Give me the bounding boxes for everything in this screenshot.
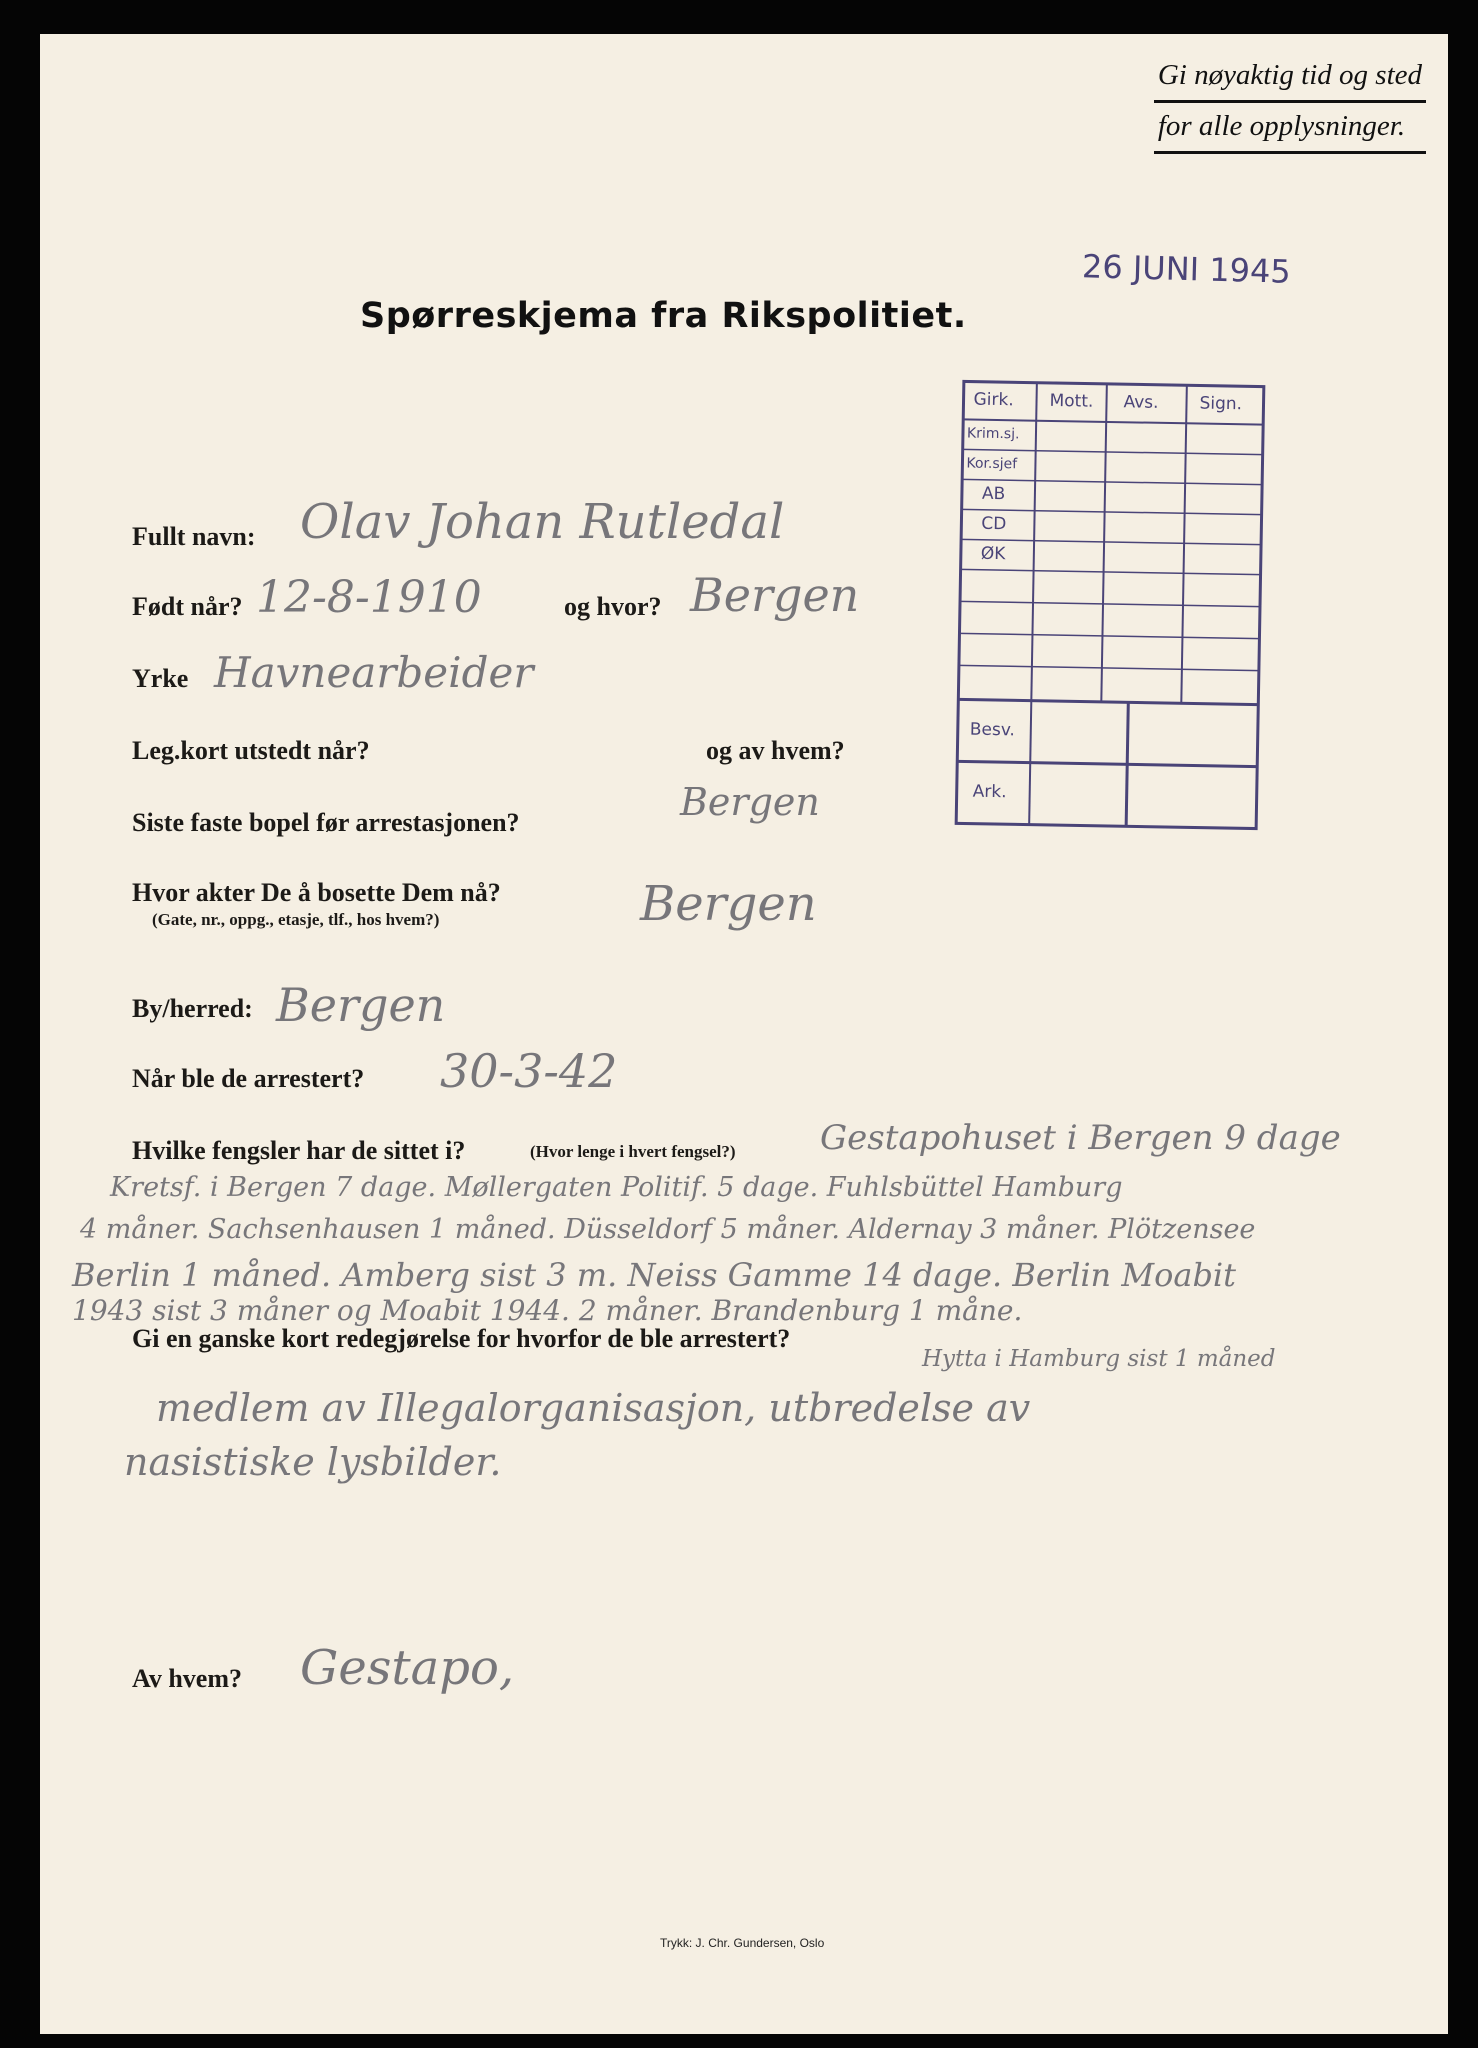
value-reason-line-1: medlem av Illegalorganisasjon, utbredelse av <box>156 1386 1031 1430</box>
label-prisons: Hvilke fengsler har de sittet i? <box>132 1136 466 1165</box>
stamp-row-ok: ØK <box>980 543 1006 565</box>
label-residence: Siste faste bopel før arrestasjonen? <box>132 808 520 837</box>
label-legcard-by: og av hvem? <box>706 736 845 765</box>
stamp-header-sign: Sign. <box>1199 393 1243 415</box>
value-where: Bergen <box>690 568 860 622</box>
stamp-header-mott: Mott. <box>1049 390 1094 412</box>
stamp-row-cd: CD <box>981 513 1007 535</box>
stamp-header-avs: Avs. <box>1123 392 1159 413</box>
stamp-row-besv: Besv. <box>969 719 1016 741</box>
label-occupation: Yrke <box>132 664 189 693</box>
value-town: Bergen <box>276 978 446 1032</box>
printer-imprint: Trykk: J. Chr. Gundersen, Oslo <box>660 1936 825 1950</box>
value-full-name: Olav Johan Rutledal <box>300 494 785 550</box>
label-born: Født når? <box>132 592 243 621</box>
label-where: og hvor? <box>564 592 662 621</box>
stamp-row-ab: AB <box>981 483 1006 505</box>
label-legcard: Leg.kort utstedt når? <box>132 736 370 765</box>
value-occupation: Havnearbeider <box>214 648 534 697</box>
value-prisons-line-4: Berlin 1 måned. Amberg sist 3 m. Neiss Gamme 14 dage. Berlin Moabit <box>72 1256 1237 1294</box>
instruction-box <box>1154 52 1426 154</box>
label-town: By/herred: <box>132 994 253 1023</box>
routing-stamp-grid <box>954 379 1266 830</box>
routing-stamp <box>954 379 1266 830</box>
label-settle: Hvor akter De å bosette Dem nå? <box>132 878 501 907</box>
value-prisons-line-5: 1943 sist 3 måner og Moabit 1944. 2 måner. Brandenburg 1 måne. <box>72 1294 1023 1327</box>
stamp-header-girk: Girk. <box>973 389 1014 411</box>
value-residence: Bergen <box>680 780 820 824</box>
instruction-line-2: for alle opplysninger. <box>1154 103 1426 154</box>
label-reason: Gi en ganske kort redegjørelse for hvorfor de ble arrestert? <box>132 1324 791 1353</box>
label-settle-sub: (Gate, nr., oppg., etasje, tlf., hos hvem?) <box>152 910 440 929</box>
value-prisons-line-3: 4 måner. Sachsenhausen 1 måned. Düsseldorf 5 måner. Aldernay 3 måner. Plötzensee <box>80 1214 1256 1245</box>
received-date-stamp: 26 JUNI 1945 <box>1081 247 1292 291</box>
value-arrest: 30-3-42 <box>440 1044 618 1098</box>
stamp-row-korsjef: Kor.sjef <box>966 455 1018 473</box>
value-reason-line-2: nasistiske lysbilder. <box>124 1440 502 1484</box>
label-full-name: Fullt navn: <box>132 522 256 551</box>
value-prisons-line-1: Gestapohuset i Bergen 9 dage <box>820 1118 1341 1158</box>
stamp-row-krimsj: Krim.sj. <box>966 425 1020 443</box>
value-prisons-line-2: Kretsf. i Bergen 7 dage. Møllergaten Politif. 5 dage. Fuhlsbüttel Hamburg <box>110 1172 1123 1203</box>
label-arrest: Når ble de arrestert? <box>132 1064 365 1093</box>
value-by-whom: Gestapo, <box>300 1640 515 1696</box>
stamp-row-ark: Ark. <box>972 781 1007 803</box>
instruction-line-1: Gi nøyaktig tid og sted <box>1154 52 1426 103</box>
label-by-whom: Av hvem? <box>132 1664 243 1693</box>
form-title: Spørreskjema fra Rikspolitiet. <box>360 296 967 336</box>
value-settle: Bergen <box>640 876 817 932</box>
value-born: 12-8-1910 <box>256 572 482 623</box>
label-prisons-sub: (Hvor lenge i hvert fengsel?) <box>530 1142 736 1161</box>
value-prisons-line-6: Hytta i Hamburg sist 1 måned <box>922 1346 1276 1372</box>
